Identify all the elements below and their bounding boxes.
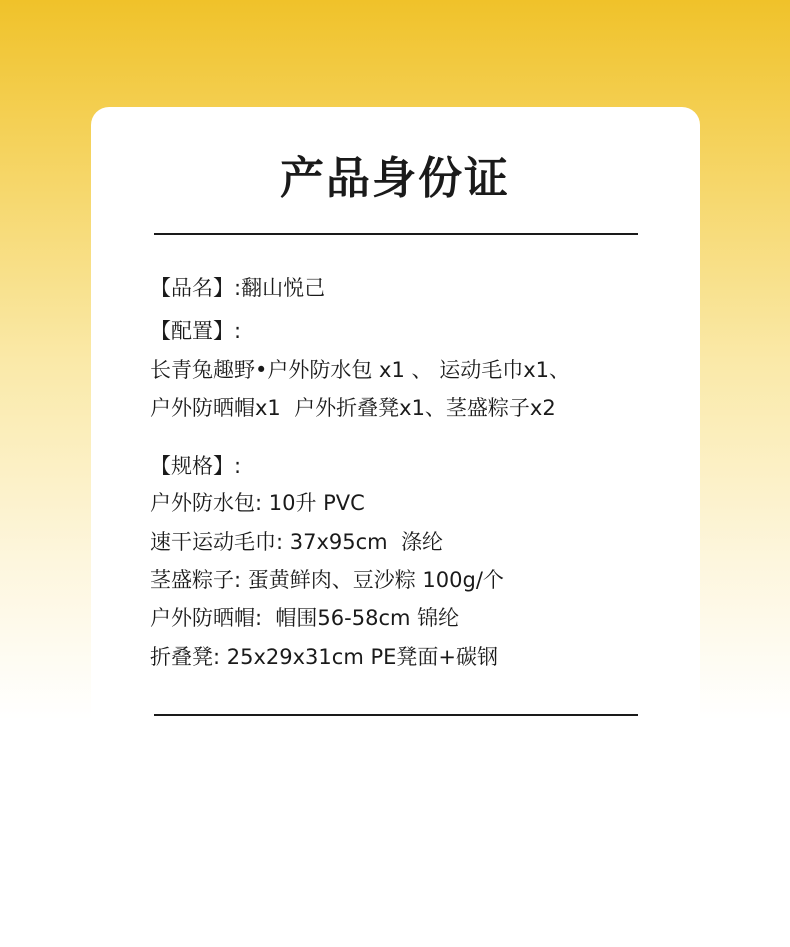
product-name-row xyxy=(150,274,325,302)
product-name-value: 翻山悦己 xyxy=(241,276,326,300)
spec-line-waterproof-bag: 户外防水包: 10升 PVC xyxy=(150,491,365,515)
product-name-label: 【品名】: xyxy=(150,276,242,300)
spec-line-towel: 速干运动毛巾: 37x95cm 涤纶 xyxy=(150,530,443,554)
spec-line-folding-stool: 折叠凳: 25x29x31cm PE凳面+碳钢 xyxy=(150,645,498,669)
config-line-1: 长青兔趣野•户外防水包 x1 、 运动毛巾x1、 xyxy=(150,358,570,382)
config-label: 【配置】: xyxy=(150,319,242,343)
spec-line-sun-hat: 户外防晒帽: 帽围56-58cm 锦纶 xyxy=(150,606,460,630)
top-divider xyxy=(154,233,638,235)
spec-line-zongzi: 茎盛粽子: 蛋黄鲜肉、豆沙粽 100g/个 xyxy=(150,568,504,592)
specs-label: 【规格】: xyxy=(150,454,242,478)
config-line-2: 户外防晒帽x1 户外折叠凳x1、茎盛粽子x2 xyxy=(150,396,556,420)
bottom-divider xyxy=(154,714,638,716)
page-title: 产品身份证 xyxy=(280,153,510,204)
